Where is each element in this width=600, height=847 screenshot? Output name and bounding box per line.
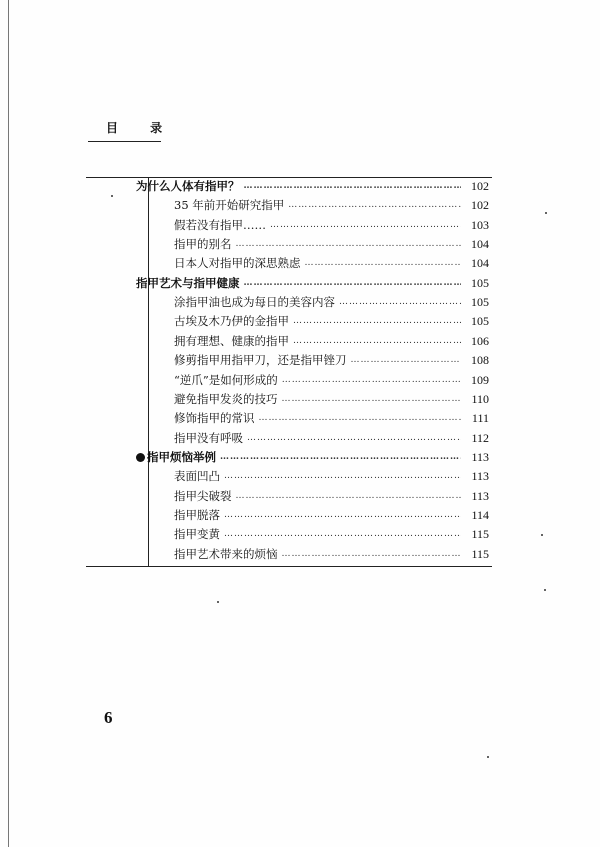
toc-entry-text: 假若没有指甲…… [174, 217, 266, 232]
toc-entry-title [174, 235, 232, 254]
toc-entry [174, 371, 489, 390]
toc-entry-page: 102 [471, 198, 489, 213]
dot-leader [224, 467, 461, 486]
toc-entry-text: 修剪指甲用指甲刀，还是指甲锉刀 [174, 353, 347, 368]
toc-entry-text: 指甲变黄 [174, 527, 220, 542]
toc-entry [174, 525, 489, 544]
dot-leader [244, 274, 462, 293]
toc-entry [174, 216, 489, 235]
toc-entry-page: 105 [471, 275, 489, 290]
toc-entry [136, 448, 489, 467]
toc-entry [174, 467, 489, 486]
toc-entry-text: 指甲脱落 [174, 507, 220, 522]
toc-entry-page: 113 [471, 449, 489, 464]
print-speck [217, 601, 219, 603]
toc-entry-page: 102 [471, 179, 489, 193]
toc-entry-title [174, 371, 278, 390]
toc-entry-page: 110 [471, 391, 489, 406]
dot-leader [339, 293, 461, 312]
toc-entry-page: 115 [471, 546, 489, 561]
toc-entry-title [136, 448, 216, 467]
toc-entry [136, 177, 489, 196]
toc-entry-page: 104 [471, 237, 489, 252]
toc-entry-page: 115 [471, 527, 489, 542]
toc-entry [174, 506, 489, 525]
toc-entry-page: 111 [471, 411, 489, 426]
dot-leader [220, 448, 461, 467]
toc-entry [174, 390, 489, 409]
toc-vertical-rule [148, 177, 149, 566]
dot-leader [293, 312, 461, 331]
toc-entry-title [174, 409, 255, 428]
dot-leader [282, 390, 462, 409]
toc-entry-title [174, 506, 220, 525]
toc-entry [174, 409, 489, 428]
toc-entry-title [174, 429, 243, 448]
dot-leader [288, 196, 461, 215]
toc-entry-text: 古埃及木乃伊的金指甲 [174, 314, 289, 329]
toc-entry-page: 112 [471, 430, 489, 445]
toc-entry-title [174, 487, 232, 506]
dot-leader [236, 235, 462, 254]
toc-entry [174, 429, 489, 448]
toc-entry-title [136, 177, 240, 196]
dot-leader [259, 409, 462, 428]
page-edge-line [8, 0, 9, 847]
toc-entry-title [174, 545, 278, 564]
toc-entry-text: 为什么人体有指甲？ [136, 179, 240, 193]
toc-entry-text: 修饰指甲的常识 [174, 411, 255, 426]
toc-entry-page: 109 [471, 372, 489, 387]
toc-entry [174, 254, 489, 273]
toc-entry-text: “逆爪”是如何形成的 [174, 372, 278, 387]
page-number: 6 [104, 708, 113, 727]
toc-entry-title [174, 467, 220, 486]
toc-entry-title [174, 196, 284, 215]
toc-entry-title [174, 390, 278, 409]
toc-entry-page: 104 [471, 256, 489, 271]
toc-entry [174, 235, 489, 254]
dot-leader [351, 351, 462, 370]
toc-entry-title [174, 254, 301, 273]
toc-entry-page: 113 [471, 488, 489, 503]
toc-entry [136, 274, 489, 293]
toc-entry-page: 105 [471, 295, 489, 310]
toc-entry-title [136, 274, 240, 293]
toc-entry [174, 351, 489, 370]
toc-entry-text: 避免指甲发炎的技巧 [174, 391, 278, 406]
toc-entry-page: 114 [471, 507, 489, 522]
toc-entry [174, 487, 489, 506]
toc-entry-text: 指甲艺术带来的烦恼 [174, 546, 278, 561]
toc-bottom-rule [86, 566, 492, 567]
print-speck [111, 195, 113, 197]
toc-entry-page: 105 [471, 314, 489, 329]
toc-entry-title [174, 312, 289, 331]
print-speck [544, 589, 546, 591]
print-speck [545, 212, 547, 214]
toc-entry [174, 545, 489, 564]
dot-leader [305, 254, 462, 273]
toc-entry-title [174, 216, 266, 235]
toc-entry-title [174, 351, 347, 370]
toc-entry-text: 日本人对指甲的深思熟虑 [174, 256, 301, 271]
toc-entry-text: 指甲没有呼吸 [174, 430, 243, 445]
toc-entry [174, 293, 489, 312]
dot-leader [236, 487, 462, 506]
toc-entry-text: 指甲尖破裂 [174, 488, 232, 503]
toc-entry [174, 332, 489, 351]
toc-entry-page: 103 [471, 217, 489, 232]
dot-leader [244, 177, 462, 196]
dot-leader [224, 525, 461, 544]
header-underline [88, 141, 161, 142]
dot-leader [282, 371, 461, 390]
print-speck [487, 756, 489, 758]
dot-leader [270, 216, 461, 235]
toc-entry-title [174, 293, 335, 312]
toc-entry-text: 35 年前开始研究指甲 [174, 198, 285, 213]
toc-entry-text: 指甲烦恼举例 [147, 449, 216, 464]
dot-leader [282, 545, 462, 564]
dot-leader [247, 429, 461, 448]
page-header-title: 目 录 [106, 121, 177, 135]
toc-entry-text: 拥有理想、健康的指甲 [174, 333, 289, 348]
toc-entry-text: 指甲的别名 [174, 237, 232, 252]
toc-entry [174, 312, 489, 331]
toc-entry-text: 指甲艺术与指甲健康 [136, 275, 240, 290]
dot-leader [224, 506, 461, 525]
toc-entry-page: 108 [471, 353, 489, 368]
toc-entry-text: 涂指甲油也成为每日的美容内容 [174, 295, 335, 310]
dot-leader [293, 332, 461, 351]
bullet-icon [136, 453, 145, 462]
print-speck [541, 534, 543, 536]
toc-entry [174, 196, 489, 215]
toc-entry-page: 106 [471, 333, 489, 348]
toc-entry-title [174, 332, 289, 351]
toc-entry-text: 表面凹凸 [174, 469, 220, 484]
toc-entry-page: 113 [471, 469, 489, 484]
toc-entry-title [174, 525, 220, 544]
